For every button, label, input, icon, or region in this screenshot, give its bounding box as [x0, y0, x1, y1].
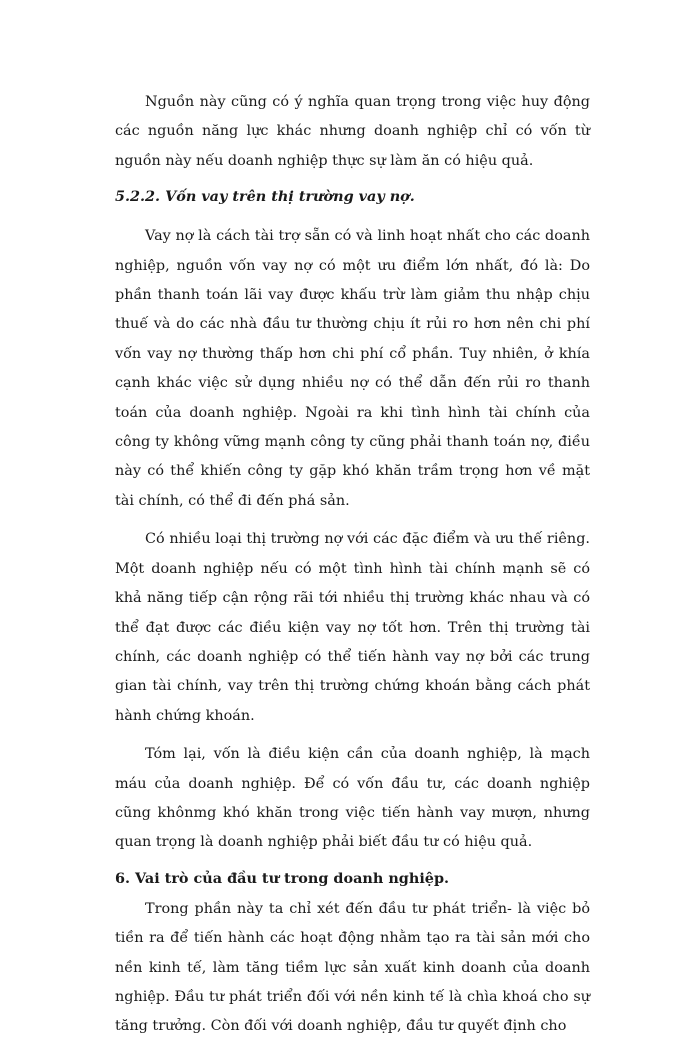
paragraph-intro: Nguồn này cũng có ý nghĩa quan trọng trong việc huy động các nguồn năng lực khác nhưng doanh nghiệp chỉ có vốn từ nguồn này nếu doanh nghiệp thực sự làm ăn có hiệu quả.	[115, 94, 590, 169]
section-heading-6: 6. Vai trò của đầu tư trong doanh nghiệp.	[115, 869, 450, 887]
paragraph-summary: Tóm lại, vốn là điều kiện cần của doanh nghiệp, là mạch máu của doanh nghiệp. Để có vốn đầu tư, các doanh nghiệp cũng khônmg khó khăn trong việc tiến hành vay mượn, nhưng quan trọng là doanh nghiệp phải biết đầu tư có hiệu quả.	[115, 746, 590, 851]
paragraph-debt-markets: Có nhiều loại thị trường nợ với các đặc điểm và ưu thế riêng. Một doanh nghiệp nếu có một tình hình tài chính mạnh sẽ có khả năng tiếp cận rộng rãi tới nhiều thị trường khác nhau và có thể đạt được các điều kiện vay nợ tốt hơn. Trên thị trường tài chính, các doanh nghiệp có thể tiến hành vay nợ bởi các trung gian tài chính, vay trên thị trường chứng khoán bằng cách phát hành chứng khoán.	[115, 531, 590, 724]
paragraph-debt-advantages: Vay nợ là cách tài trợ sẵn có và linh hoạt nhất cho các doanh nghiệp, nguồn vốn vay nợ có một ưu điểm lớn nhất, đó là: Do phần thanh toán lãi vay được khấu trừ làm giảm thu nhập chịu thuế và do các nhà đầu tư thường chịu ít rủi ro hơn nên chi phí vốn vay nợ thường thấp hơn chi phí cổ phần. Tuy nhiên, ở khía cạnh khác việc sử dụng nhiều nợ có thể dẫn đến rủi ro thanh toán của doanh nghiệp. Ngoài ra khi tình hình tài chính của công ty không vững mạnh công ty cũng phải thanh toán nợ, điều này có thể khiến công ty gặp khó khăn trầm trọng hơn về mặt tài chính, có thể đi đến phá sản.	[115, 228, 590, 509]
paragraph-investment-role: Trong phần này ta chỉ xét đến đầu tư phát triển- là việc bỏ tiền ra để tiến hành các hoạt động nhằm tạo ra tài sản mới cho nền kinh tế, làm tăng tiềm lực sản xuất kinh doanh của doanh nghiệp. Đầu tư phát triển đối với nền kinh tế là chìa khoá cho sự tăng trưởng. Còn đối với doanh nghiệp, đầu tư quyết định cho	[115, 900, 590, 1035]
section-heading-5-2-2: 5.2.2. Vốn vay trên thị trường vay nợ.	[115, 188, 415, 206]
document-page	[115, 88, 590, 1042]
